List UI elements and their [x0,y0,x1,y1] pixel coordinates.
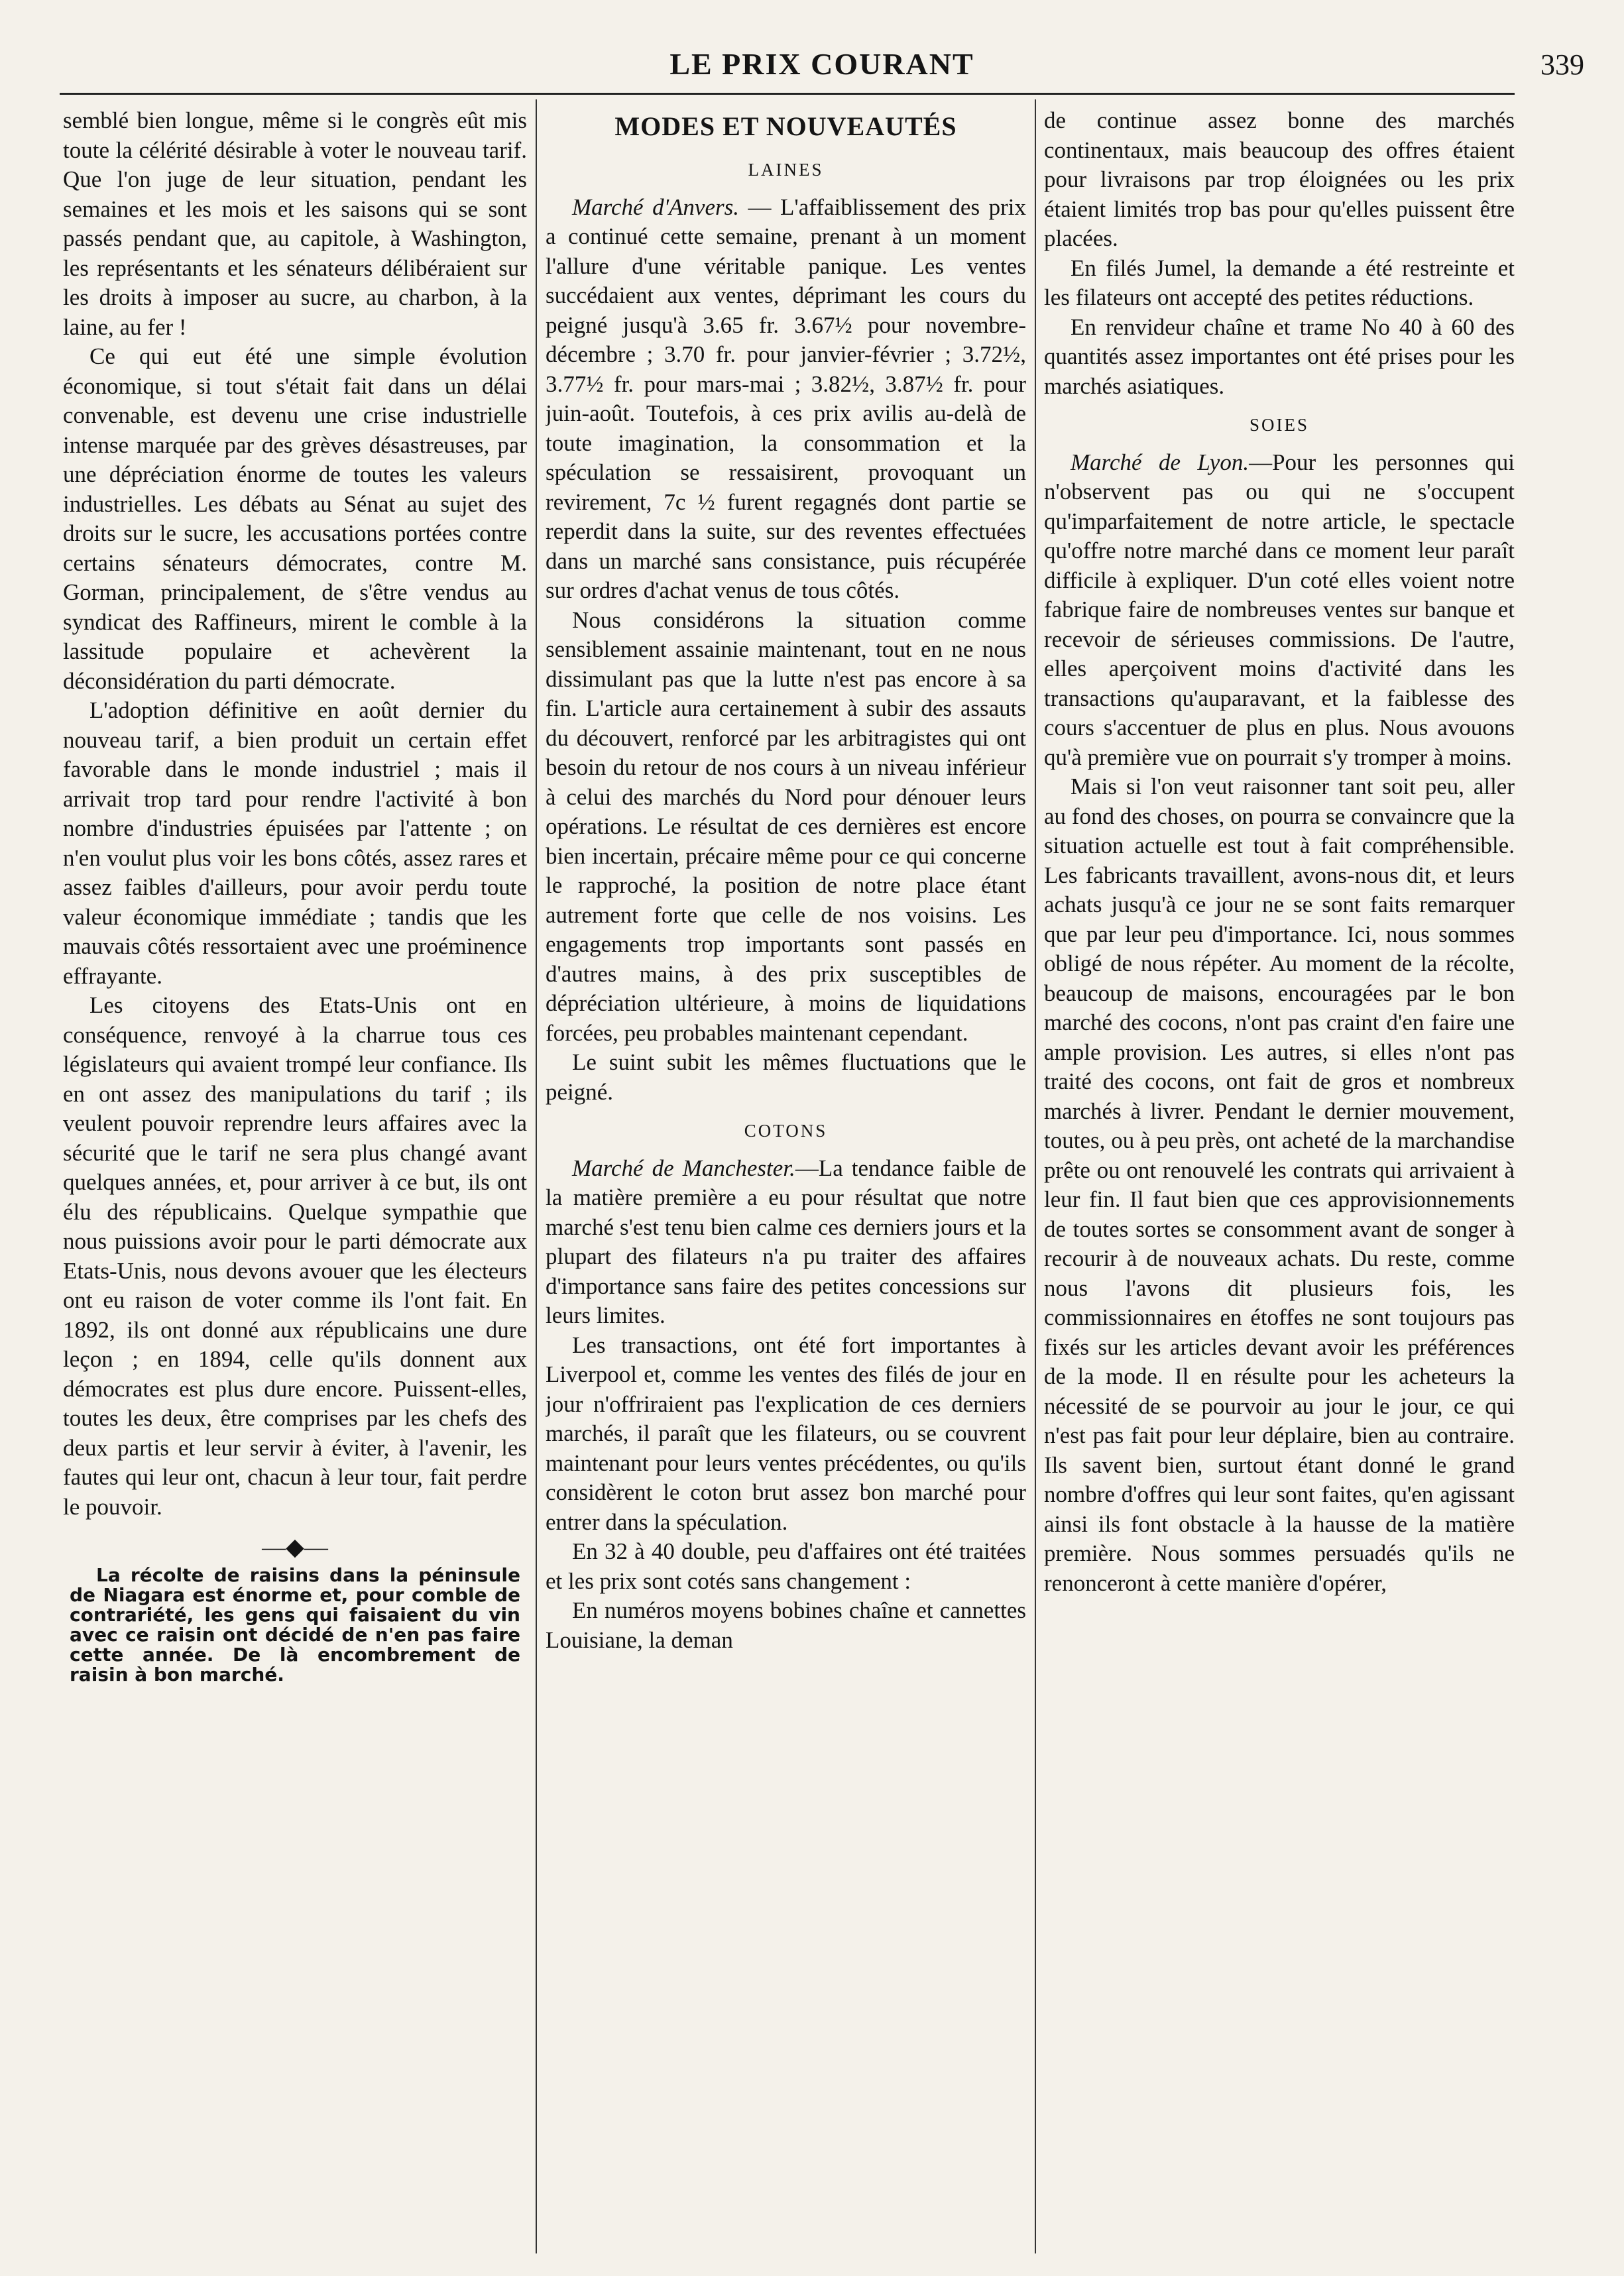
subsection-heading-cotons: COTONS [744,1121,828,1141]
page-number: 339 [1540,48,1584,81]
paragraph-text: —Pour les personnes qui n'observent pas ou qui ne s'occupent qu'imparfaitement de notre article, le spectacle qu'offre notre marché dans ce moment leur paraît difficile à expliquer. D'un coté elles voient notre fabrique faire de nombreuses ventes sur banque et recevoir de sérieuses commissions. De l'autre, elles aperçoivent moins d'activité dans les transactions qu'auparavant, et la faiblesse des cours s'accentuer de plus en plus. Nous avouons qu'à première vue on pourrait s'y tromper à moins. [1044,449,1515,770]
running-title: LE PRIX COURANT [669,47,974,81]
column-1 [63,106,527,2247]
separator-ornament: —◆— [262,1534,328,1560]
article-paragraph [1044,448,1515,773]
article-paragraph: L'adoption définitive en août dernier du nouveau tarif, a bien produit un certain effet favorable dans le monde industriel ; mais il arrivait trop tard pour rendre l'activité à bon nombre d'industries épuisées par l'attente ; on n'en voulut plus voir les bons côtés, assez rares et assez faibles d'ailleurs, pour avoir perdu toute valeur économique immédiate ; tandis que les mauvais côtés ressortaient avec une proéminence effrayante. [63,697,527,989]
article-paragraph [546,193,1026,606]
market-name: Marché d'Anvers. [572,194,739,220]
article-paragraph: de continue assez bonne des marchés continentaux, mais beaucoup des offres étaient pour livraisons par trop éloignées ou les prix étaient limités trop bas pour qu'elles puissent être placées. [1044,107,1515,251]
subsection-heading-soies: SOIES [1249,415,1309,435]
article-paragraph: Les citoyens des Etats-Unis ont en conséquence, renvoyé à la charrue tous ces législateurs qui avaient trompé leur confiance. Ils en ont assez des manipulations du tarif ; ils veulent pouvoir reprendre leurs affaires avec la sécurité que le tarif ne sera plus changé avant quelques années, et, pour arriver à ce but, ils ont élu des républicains. Quelque sympathie que nous puissions avoir pour le parti démocrate aux Etats-Unis, nous devons avouer que les électeurs ont eu raison de voter comme ils l'ont fait. En 1892, ils ont donné aux républicains une dure leçon ; en 1894, celle qu'ils donnent aux démocrates est plus dure encore. Puissent-elles, toutes les deux, être comprises par les chefs des deux partis et leur servir à éviter, à l'avenir, les fautes qui leur ont, chacun à leur tour, fait perdre le pouvoir. [63,992,527,1520]
column-2 [546,106,1026,2247]
article-paragraph: En numéros moyens bobines chaîne et cannettes Louisiane, la deman [546,1597,1026,1653]
article-paragraph: Mais si l'on veut raisonner tant soit peu, aller au fond des choses, on pourra se convaincre que la situation actuelle est tout à fait compréhensible. Les fabricants travaillent, avons-nous dit, et leurs achats jusqu'à ce jour ne se sont faits remarquer que par leur peu d'importance. Ici, nous sommes obligé de nous répéter. Au moment de la récolte, beaucoup de maisons, encouragées par le bon marché des cocons, n'ont pas craint d'en faire une ample provision. Les autres, si elles n'ont pas traité des cocons, ont fait de gros et nombreux marchés à livrer. Pendant le dernier mouvement, toutes, ou à peu près, ont acheté de la marchandise prête ou ont renouvelé les contrats qui arrivaient à leur fin. Il faut bien que ces approvisionnements de toutes sortes se consomment avant de songer à recourir à de nouveaux achats. Du reste, comme nous l'avons dit plusieurs fois, les commissionnaires en étoffes ne sont toujours pas fixés sur les articles devant avoir les préférences de la mode. Il en résulte pour les acheteurs la nécessité de se pourvoir au jour le jour, ce qui n'est pas fait pour leur déplaire, bien au contraire. Ils savent bien, surtout étant donné le grand nombre d'offres qui leur sont faites, qu'en agissant ainsi ils font obstacle à la hausse de la matière première. Nous sommes persuadés qu'ils ne renonceront à cette manière d'opérer, [1044,773,1515,1596]
paragraph-text: — L'affaiblissement des prix a continué cette semaine, prenant à un moment l'allure d'une véritable panique. Les ventes succédaient aux ventes, déprimant les cours du peigné jusqu'à 3.65 fr. 3.67½ pour novembre-décembre ; 3.70 fr. pour janvier-février ; 3.72½, 3.77½ fr. pour mars-mai ; 3.82½, 3.87½ fr. pour juin-août. Toutefois, à ces prix avilis au-delà de toute imagination, la consommation et la spéculation se ressaisirent, provoquant un revirement, 7c ½ furent regagnés dont partie se reperdit dans la suite, sur des reventes effectuées dans un marché sans consistance, puis récupérée sur ordres d'achat venus de tous côtés. [546,194,1026,603]
article-paragraph: En renvideur chaîne et trame No 40 à 60 des quantités assez importantes ont été prises pour les marchés asiatiques. [1044,313,1515,399]
article-paragraph: Les transactions, ont été fort importantes à Liverpool et, comme les ventes des filés de jour en jour n'offriraient pas l'explication de ces derniers marchés, il paraît que les filateurs, ou se couvrent maintenant pour leurs ventes précédentes, ou qu'ils considèrent le coton brut assez bon marché pour entrer dans la spéculation. [546,1332,1026,1535]
article-paragraph: semblé bien longue, même si le congrès eût mis toute la célérité désirable à voter le nouveau tarif. Que l'on juge de leur situation, pendant les semaines et les mois et les saisons qui se sont passés pendant que, au capitole, à Washington, les représentants et les sénateurs délibéraient sur les droits à imposer au sucre, au charbon, à la laine, au fer ! [63,107,527,340]
header-rule [60,93,1515,95]
article-paragraph [546,1154,1026,1331]
column-divider [1035,99,1036,2253]
article-paragraph: Nous considérons la situation comme sensiblement assainie maintenant, tout en ne nous dissimulant pas que la lutte n'est pas encore à sa fin. L'article aura certainement à subir des assauts du découvert, renforcé par les arbitragistes qui ont besoin du retour de nos cours à un niveau inférieur à celui des marchés du Nord pour dénouer leurs opérations. Le résultat de ces dernières est encore bien incertain, précaire même pour ce qui concerne le rapproché, la position de notre place étant autrement forte que celle de nos voisins. Les engagements trop importants sont passés en d'autres mains, à des prix susceptibles de dépréciation ultérieure, à moins de liquidations forcées, peu probables maintenant cependant. [546,606,1026,1046]
section-title: MODES ET NOUVEAUTÉS [614,111,957,141]
market-name: Marché de Lyon. [1071,449,1249,475]
news-note [63,1565,527,1685]
page-header [60,41,1584,87]
article-paragraph: Le suint subit les mêmes fluctuations que le peigné. [546,1049,1026,1105]
article-paragraph: Ce qui eut été une simple évolution économique, si tout s'était fait dans un délai convenable, est devenu une crise industrielle intense marquée par des grèves désastreuses, par une dépréciation énorme de toutes les valeurs industrielles. Les débats au Sénat au sujet des droits sur le sucre, les accusations portées contre certains sénateurs démocrates, contre M. Gorman, principalement, de s'être vendus au syndicat des Raffineurs, mirent le comble à la lassitude populaire et achevèrent la déconsidération du parti démocrate. [63,343,527,694]
paragraph-text: —La tendance faible de la matière première a eu pour résultat que notre marché s'est tenu bien calme ces derniers jours et la plupart des filateurs n'a pu traiter des affaires d'importance sans faire des petites concessions sur leurs limites. [546,1155,1026,1328]
article-paragraph: En 32 à 40 double, peu d'affaires ont été traitées et les prix sont cotés sans changement : [546,1538,1026,1594]
article-paragraph: En filés Jumel, la demande a été restreinte et les filateurs ont accepté des petites réductions. [1044,255,1515,310]
column-divider [536,99,537,2253]
note-text: La récolte de raisins dans la péninsule de Niagara est énorme et, pour comble de contrariété, les gens qui faisaient du vin avec ce raisin ont décidé de n'en pas faire cette année. De là encombrement de raisin à bon marché. [70,1564,520,1685]
subsection-heading-laines: LAINES [748,160,824,180]
column-3 [1044,106,1515,2247]
market-name: Marché de Manchester. [572,1155,795,1181]
